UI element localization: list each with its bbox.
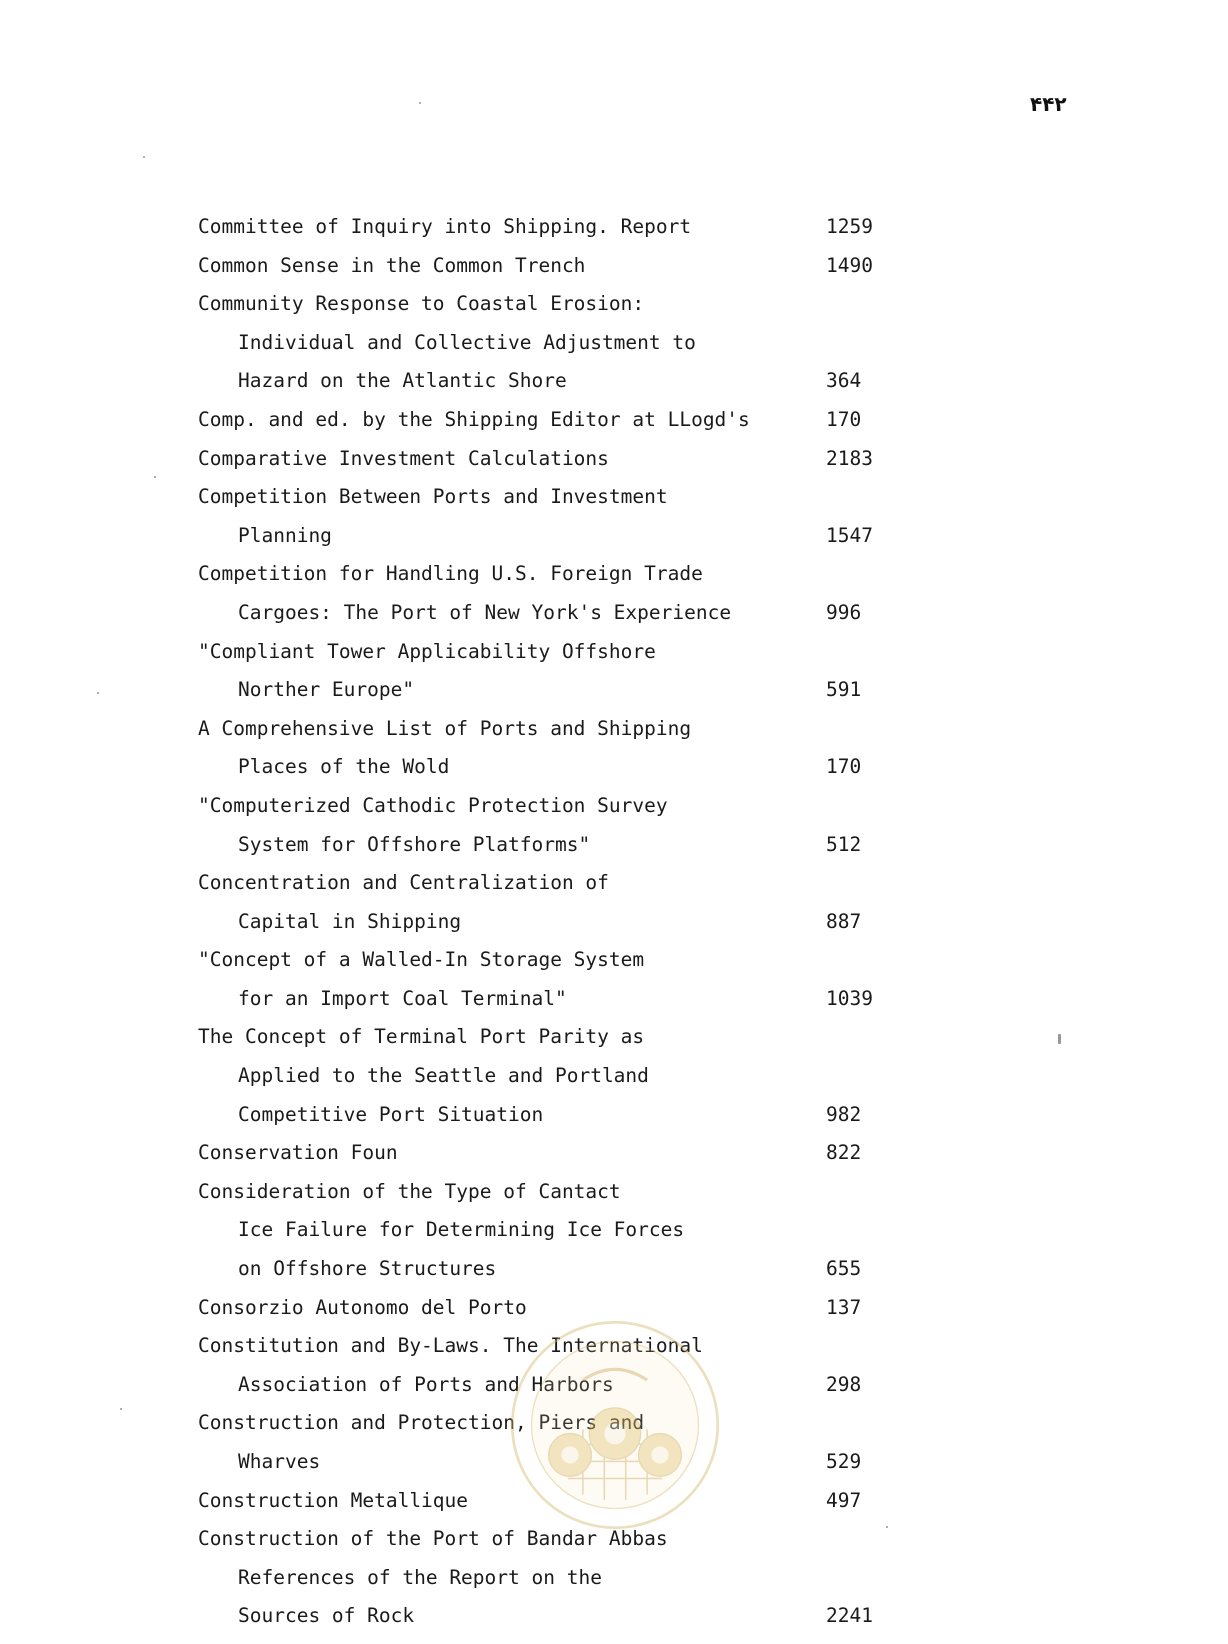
index-entry: [198, 285, 918, 324]
entry-page-number: 298: [826, 1372, 862, 1396]
entry-page-number: 1039: [826, 986, 873, 1010]
entry-page-number: 591: [826, 678, 862, 702]
index-entry: [198, 594, 918, 633]
entry-title: Construction of the Port of Bandar Abbas: [198, 1527, 668, 1551]
entry-page-number: 529: [826, 1450, 862, 1473]
entry-title: Committee of Inquiry into Shipping. Report: [198, 215, 692, 238]
entry-page-number: 2183: [826, 446, 873, 470]
entry-title: "Computerized Cathodic Protection Survey: [198, 793, 668, 817]
entry-title: Applied to the Seattle and Portland: [238, 1064, 649, 1088]
entry-page-number: 1259: [826, 215, 873, 238]
index-entry: [198, 1134, 918, 1173]
entry-page-number: 2241: [826, 1604, 873, 1628]
index-entry: [198, 710, 918, 749]
entry-page-number: 996: [826, 600, 862, 624]
entry-title: Association of Ports and Harbors: [238, 1372, 614, 1396]
index-entry: [198, 247, 918, 286]
entry-title: Capital in Shipping: [238, 909, 462, 933]
entry-page-number: 822: [826, 1141, 862, 1165]
entry-page-number: 137: [826, 1295, 862, 1319]
entry-page-number: 1547: [826, 523, 873, 547]
index-entry: [198, 1018, 918, 1057]
index-entry: [198, 980, 918, 1019]
entry-page-number: 887: [826, 909, 862, 933]
entry-page-number: 982: [826, 1102, 862, 1126]
entry-title: Norther Europe": [238, 678, 415, 702]
entry-title: for an Import Coal Terminal": [238, 986, 567, 1010]
index-entry: [198, 401, 918, 440]
index-entry: [198, 1559, 918, 1598]
entry-title: Individual and Collective Adjustment to: [238, 330, 696, 354]
index-entry: [198, 671, 918, 710]
index-entry: [198, 826, 918, 865]
index-entry: [198, 1250, 918, 1289]
index-entry: [198, 864, 918, 903]
index-entry: [198, 748, 918, 787]
index-entry: [198, 324, 918, 363]
entry-page-number: 170: [826, 755, 862, 779]
entry-title: Conservation Foun: [198, 1141, 398, 1165]
index-entry: [198, 1597, 918, 1636]
entry-title: References of the Report on the: [238, 1565, 602, 1589]
entry-title: Competition Between Ports and Investment: [198, 485, 668, 509]
entry-page-number: 170: [826, 407, 862, 431]
entry-title: Construction Metallique: [198, 1488, 469, 1512]
entry-title: Ice Failure for Determining Ice Forces: [238, 1218, 685, 1242]
entry-page-number: 364: [826, 369, 862, 393]
entry-title: Comparative Investment Calculations: [198, 446, 609, 470]
index-entry: [198, 1096, 918, 1135]
entry-title: Constitution and By-Laws. The International: [198, 1334, 703, 1358]
entry-title: on Offshore Structures: [238, 1257, 497, 1281]
scan-speck: [886, 1526, 888, 1528]
entry-page-number: 1490: [826, 253, 873, 277]
entry-page-number: 512: [826, 832, 862, 856]
entry-title: Competitive Port Situation: [238, 1102, 544, 1126]
entry-title: Planning: [238, 523, 332, 547]
scan-speck: [1058, 1034, 1061, 1044]
entry-title: "Concept of a Walled-In Storage System: [198, 948, 645, 972]
index-entry: [198, 787, 918, 826]
index-entry: [198, 903, 918, 942]
entry-title: Comp. and ed. by the Shipping Editor at LLogd's: [198, 407, 750, 431]
index-entry: [198, 941, 918, 980]
entry-title: The Concept of Terminal Port Parity as: [198, 1025, 645, 1049]
scan-speck: [120, 1408, 122, 1410]
entry-title: Common Sense in the Common Trench: [198, 253, 586, 277]
index-entry: [198, 478, 918, 517]
entry-title: Sources of Rock: [238, 1604, 415, 1628]
entry-title: Construction and Protection, Piers and: [198, 1411, 645, 1435]
entry-title: Places of the Wold: [238, 755, 450, 779]
entry-title: Community Response to Coastal Erosion:: [198, 292, 645, 316]
entry-title: A Comprehensive List of Ports and Shipping: [198, 716, 692, 740]
index-entry: [198, 1211, 918, 1250]
index-entry: [198, 517, 918, 556]
scan-speck: [97, 692, 99, 694]
entry-title: Hazard on the Atlantic Shore: [238, 369, 567, 393]
entry-title: "Compliant Tower Applicability Offshore: [198, 639, 656, 663]
scan-speck: [154, 476, 156, 478]
entry-page-number: 497: [826, 1488, 862, 1512]
entry-title: Wharves: [238, 1450, 321, 1473]
index-entry: [198, 1057, 918, 1096]
entry-title: Concentration and Centralization of: [198, 871, 609, 895]
scan-speck: [419, 102, 421, 104]
entry-title: Consideration of the Type of Cantact: [198, 1179, 621, 1203]
index-entry: [198, 1173, 918, 1212]
index-entry: [198, 633, 918, 672]
entry-title: System for Offshore Platforms": [238, 832, 591, 856]
entry-title: Consorzio Autonomo del Porto: [198, 1295, 527, 1319]
index-entry: [198, 555, 918, 594]
index-entry: [198, 362, 918, 401]
entry-title: Competition for Handling U.S. Foreign Trade: [198, 562, 703, 586]
watermark-seal: [508, 1318, 722, 1532]
index-entry: [198, 208, 918, 247]
entry-page-number: 655: [826, 1257, 862, 1281]
page-number: ۴۴۲: [1030, 92, 1067, 116]
entry-title: Cargoes: The Port of New York's Experience: [238, 600, 732, 624]
scan-speck: [143, 156, 145, 158]
index-entry: [198, 440, 918, 479]
